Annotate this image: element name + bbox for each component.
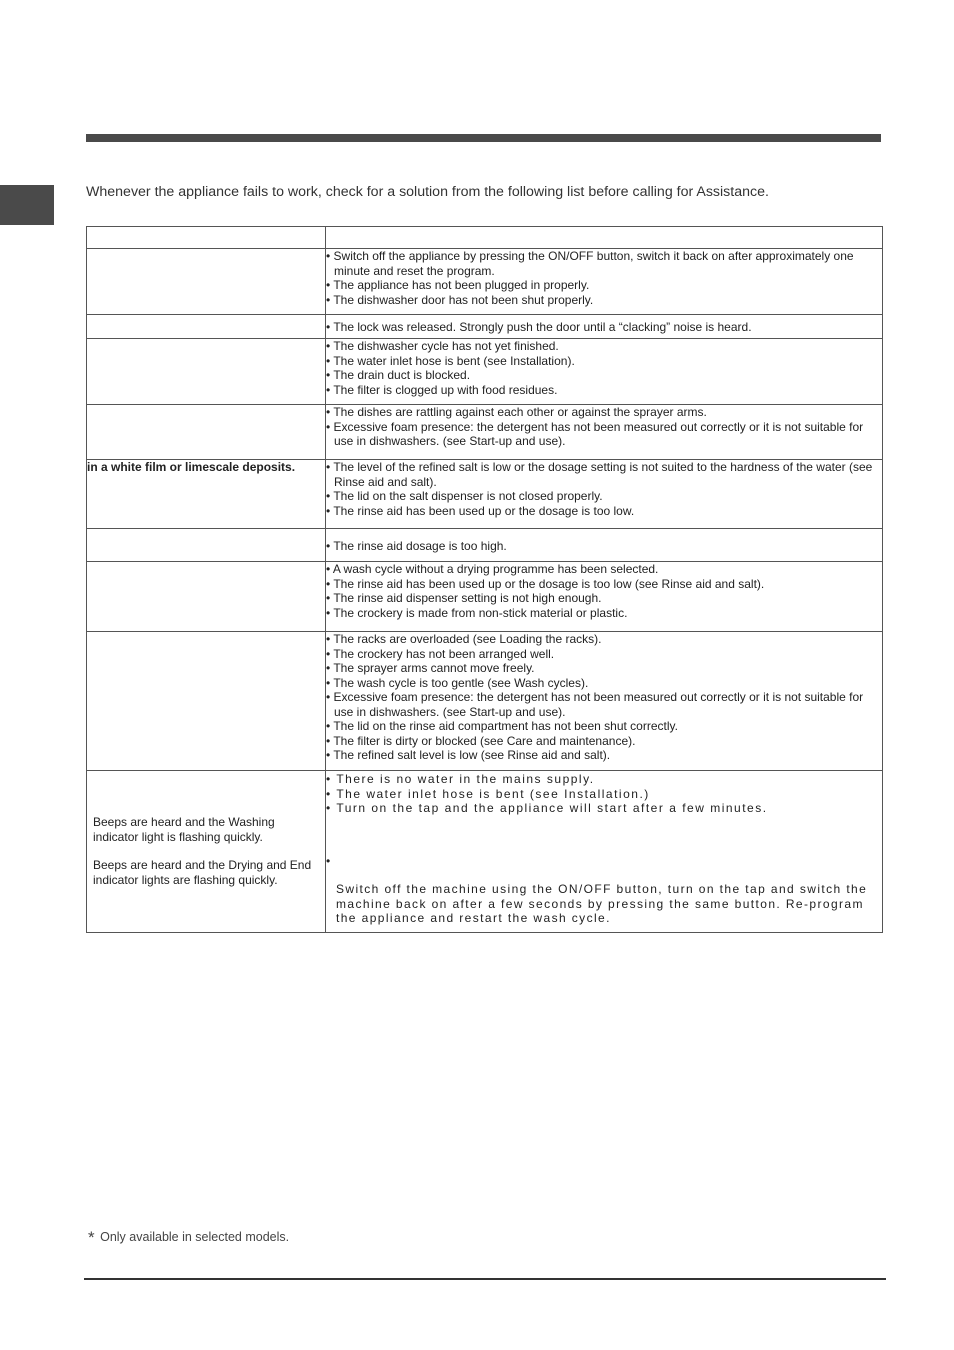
solution-item: • The sprayer arms cannot move freely. bbox=[326, 661, 535, 675]
table-row bbox=[87, 562, 883, 632]
footnote-text: Only available in selected models. bbox=[100, 1230, 290, 1244]
footnote bbox=[88, 1228, 289, 1248]
solution-item: • The drain duct is blocked. bbox=[326, 368, 471, 382]
solution-cell bbox=[326, 460, 883, 529]
solution-item: • The lid on the rinse aid compartment has not been shut correctly. bbox=[326, 719, 678, 733]
solution-item: • A wash cycle without a drying programme has been selected. bbox=[326, 562, 659, 576]
problem-cell bbox=[87, 315, 326, 339]
intro-text: Whenever the appliance fails to work, check for a solution from the following list before calling for Assistance. bbox=[86, 184, 769, 200]
problem-cell bbox=[87, 771, 326, 933]
solution-cell bbox=[326, 632, 883, 771]
table-row bbox=[87, 632, 883, 771]
solution-item: • The crockery is made from non-stick material or plastic. bbox=[326, 605, 628, 620]
solution-item: • The level of the refined salt is low or the dosage setting is not suited to the hardness of the water (see Rinse aid and salt). bbox=[326, 460, 873, 489]
header-cell-problem bbox=[87, 227, 326, 249]
solution-item: • The refined salt level is low (see Rinse aid and salt). bbox=[326, 748, 611, 762]
problem-drying-beeps: Beeps are heard and the Drying and End indicator lights are flashing quickly. bbox=[93, 858, 312, 887]
table-row bbox=[87, 460, 883, 529]
solution-cell bbox=[326, 529, 883, 562]
problem-cell bbox=[87, 339, 326, 405]
solution-cell bbox=[326, 771, 883, 933]
solution-item: • The rinse aid has been used up or the dosage is too low (see Rinse aid and salt). bbox=[326, 576, 765, 591]
problem-cell bbox=[87, 405, 326, 460]
solution-item: • The lid on the salt dispenser is not closed properly. bbox=[326, 489, 603, 503]
table-row bbox=[87, 339, 883, 405]
solution-text: Switch off the machine using the ON/OFF button, turn on the tap and switch the machine back on after a few seconds by pressing the same button. Re-program the appliance and restart the wash cycle. bbox=[336, 882, 868, 925]
table-row bbox=[87, 771, 883, 933]
solution-item: • There is no water in the mains supply. bbox=[326, 772, 595, 786]
solution-item: • The rinse aid dispenser setting is not high enough. bbox=[326, 591, 602, 605]
problem-cell bbox=[87, 249, 326, 315]
top-rule bbox=[86, 134, 881, 142]
header-cell-solution bbox=[326, 227, 883, 249]
solution-item: • The lock was released. Strongly push the door until a “clacking” noise is heard. bbox=[326, 320, 752, 335]
table-header-row bbox=[87, 227, 883, 249]
solution-item: • The water inlet hose is bent (see Installation.) bbox=[326, 786, 650, 801]
table-row bbox=[87, 405, 883, 460]
bottom-rule bbox=[84, 1278, 886, 1280]
solution-item: • The filter is clogged up with food residues. bbox=[326, 382, 558, 397]
solution-cell bbox=[326, 249, 883, 315]
side-tab bbox=[0, 185, 54, 225]
solution-item: • Turn on the tap and the appliance will start after a few minutes. bbox=[326, 801, 768, 815]
solution-item: • The rinse aid dosage is too high. bbox=[326, 538, 507, 553]
solution-item: • Excessive foam presence: the detergent has not been measured out correctly or it is not suitable for use in dishwashers. (see Start-up and use). bbox=[326, 690, 864, 719]
solution-item: • The dishes are rattling against each other or against the sprayer arms. bbox=[326, 405, 707, 419]
solution-item: • The appliance has not been plugged in properly. bbox=[326, 278, 590, 292]
problem-cell: in a white film or limescale deposits. bbox=[87, 460, 326, 529]
solution-bullet: • bbox=[326, 853, 331, 868]
solution-item: • The rinse aid has been used up or the dosage is too low. bbox=[326, 503, 635, 518]
problem-cell bbox=[87, 562, 326, 632]
troubleshooting-table bbox=[86, 226, 883, 933]
solution-cell bbox=[326, 315, 883, 339]
solution-cell bbox=[326, 562, 883, 632]
solution-item: • Switch off the appliance by pressing the ON/OFF button, switch it back on after approximately one minute and reset the program. bbox=[326, 249, 854, 278]
table-row bbox=[87, 315, 883, 339]
problem-washing-beeps: Beeps are heard and the Washing indicator light is flashing quickly. bbox=[93, 815, 275, 844]
solution-item: • The wash cycle is too gentle (see Wash cycles). bbox=[326, 675, 589, 690]
solution-item: • The dishwasher cycle has not yet finished. bbox=[326, 339, 559, 353]
problem-cell bbox=[87, 632, 326, 771]
problem-cell bbox=[87, 529, 326, 562]
solution-item: • Excessive foam presence: the detergent has not been measured out correctly or it is not suitable for use in dishwashers. (see Start-up and use). bbox=[326, 419, 864, 448]
solution-cell bbox=[326, 405, 883, 460]
solution-item: • The filter is dirty or blocked (see Care and maintenance). bbox=[326, 733, 636, 748]
solution-cell bbox=[326, 339, 883, 405]
solution-item: • The crockery has not been arranged well. bbox=[326, 646, 555, 661]
table-row bbox=[87, 249, 883, 315]
asterisk: * bbox=[88, 1228, 95, 1247]
solution-item: • The racks are overloaded (see Loading the racks). bbox=[326, 632, 602, 646]
solution-item: • The water inlet hose is bent (see Installation). bbox=[326, 353, 575, 368]
solution-item: • The dishwasher door has not been shut properly. bbox=[326, 292, 594, 307]
table-row bbox=[87, 529, 883, 562]
